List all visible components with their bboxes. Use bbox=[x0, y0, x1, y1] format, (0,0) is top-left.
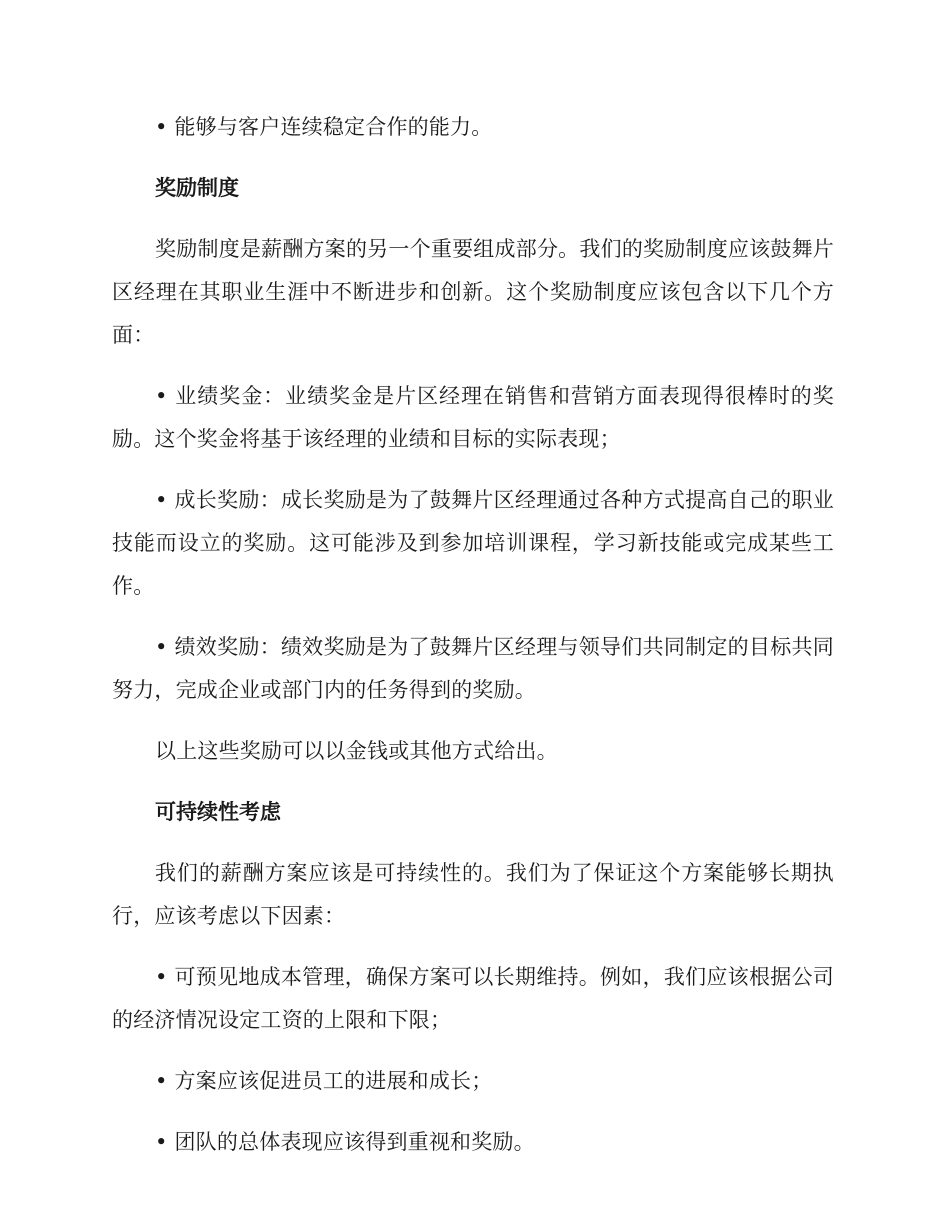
paragraph-reward-system-intro: 奖励制度是薪酬方案的另一个重要组成部分。我们的奖励制度应该鼓舞片区经理在其职业生涯中不断进步和创新。这个奖励制度应该包含以下几个方面： bbox=[112, 237, 834, 347]
bullet-customer-cooperation: • 能够与客户连续稳定合作的能力。 bbox=[155, 115, 493, 139]
bullet-growth-reward: • 成长奖励：成长奖励是为了鼓舞片区经理通过各种方式提高自己的职业技能而设立的奖励。这可能涉及到参加培训课程，学习新技能或完成某些工作。 bbox=[112, 488, 834, 598]
bullet-team-performance: • 团队的总体表现应该得到重视和奖励。 bbox=[155, 1130, 535, 1154]
bullet-performance-bonus: • 业绩奖金：业绩奖金是片区经理在销售和营销方面表现得很棒时的奖励。这个奖金将基于该经理的业绩和目标的实际表现； bbox=[112, 384, 834, 451]
paragraph-sustainability-intro: 我们的薪酬方案应该是可持续性的。我们为了保证这个方案能够长期执行，应该考虑以下因素： bbox=[112, 861, 834, 928]
bullet-employee-growth: • 方案应该促进员工的进展和成长； bbox=[155, 1069, 493, 1093]
bullet-performance-reward: • 绩效奖励：绩效奖励是为了鼓舞片区经理与领导们共同制定的目标共同努力，完成企业或部门内的任务得到的奖励。 bbox=[112, 635, 834, 702]
section-heading-reward-system: 奖励制度 bbox=[155, 176, 239, 200]
bullet-cost-management: • 可预见地成本管理，确保方案可以长期维持。例如，我们应该根据公司的经济情况设定工资的上限和下限； bbox=[112, 965, 834, 1032]
document-body bbox=[112, 106, 834, 1182]
section-heading-sustainability: 可持续性考虑 bbox=[155, 800, 281, 824]
paragraph-reward-delivery: 以上这些奖励可以以金钱或其他方式给出。 bbox=[155, 739, 558, 763]
